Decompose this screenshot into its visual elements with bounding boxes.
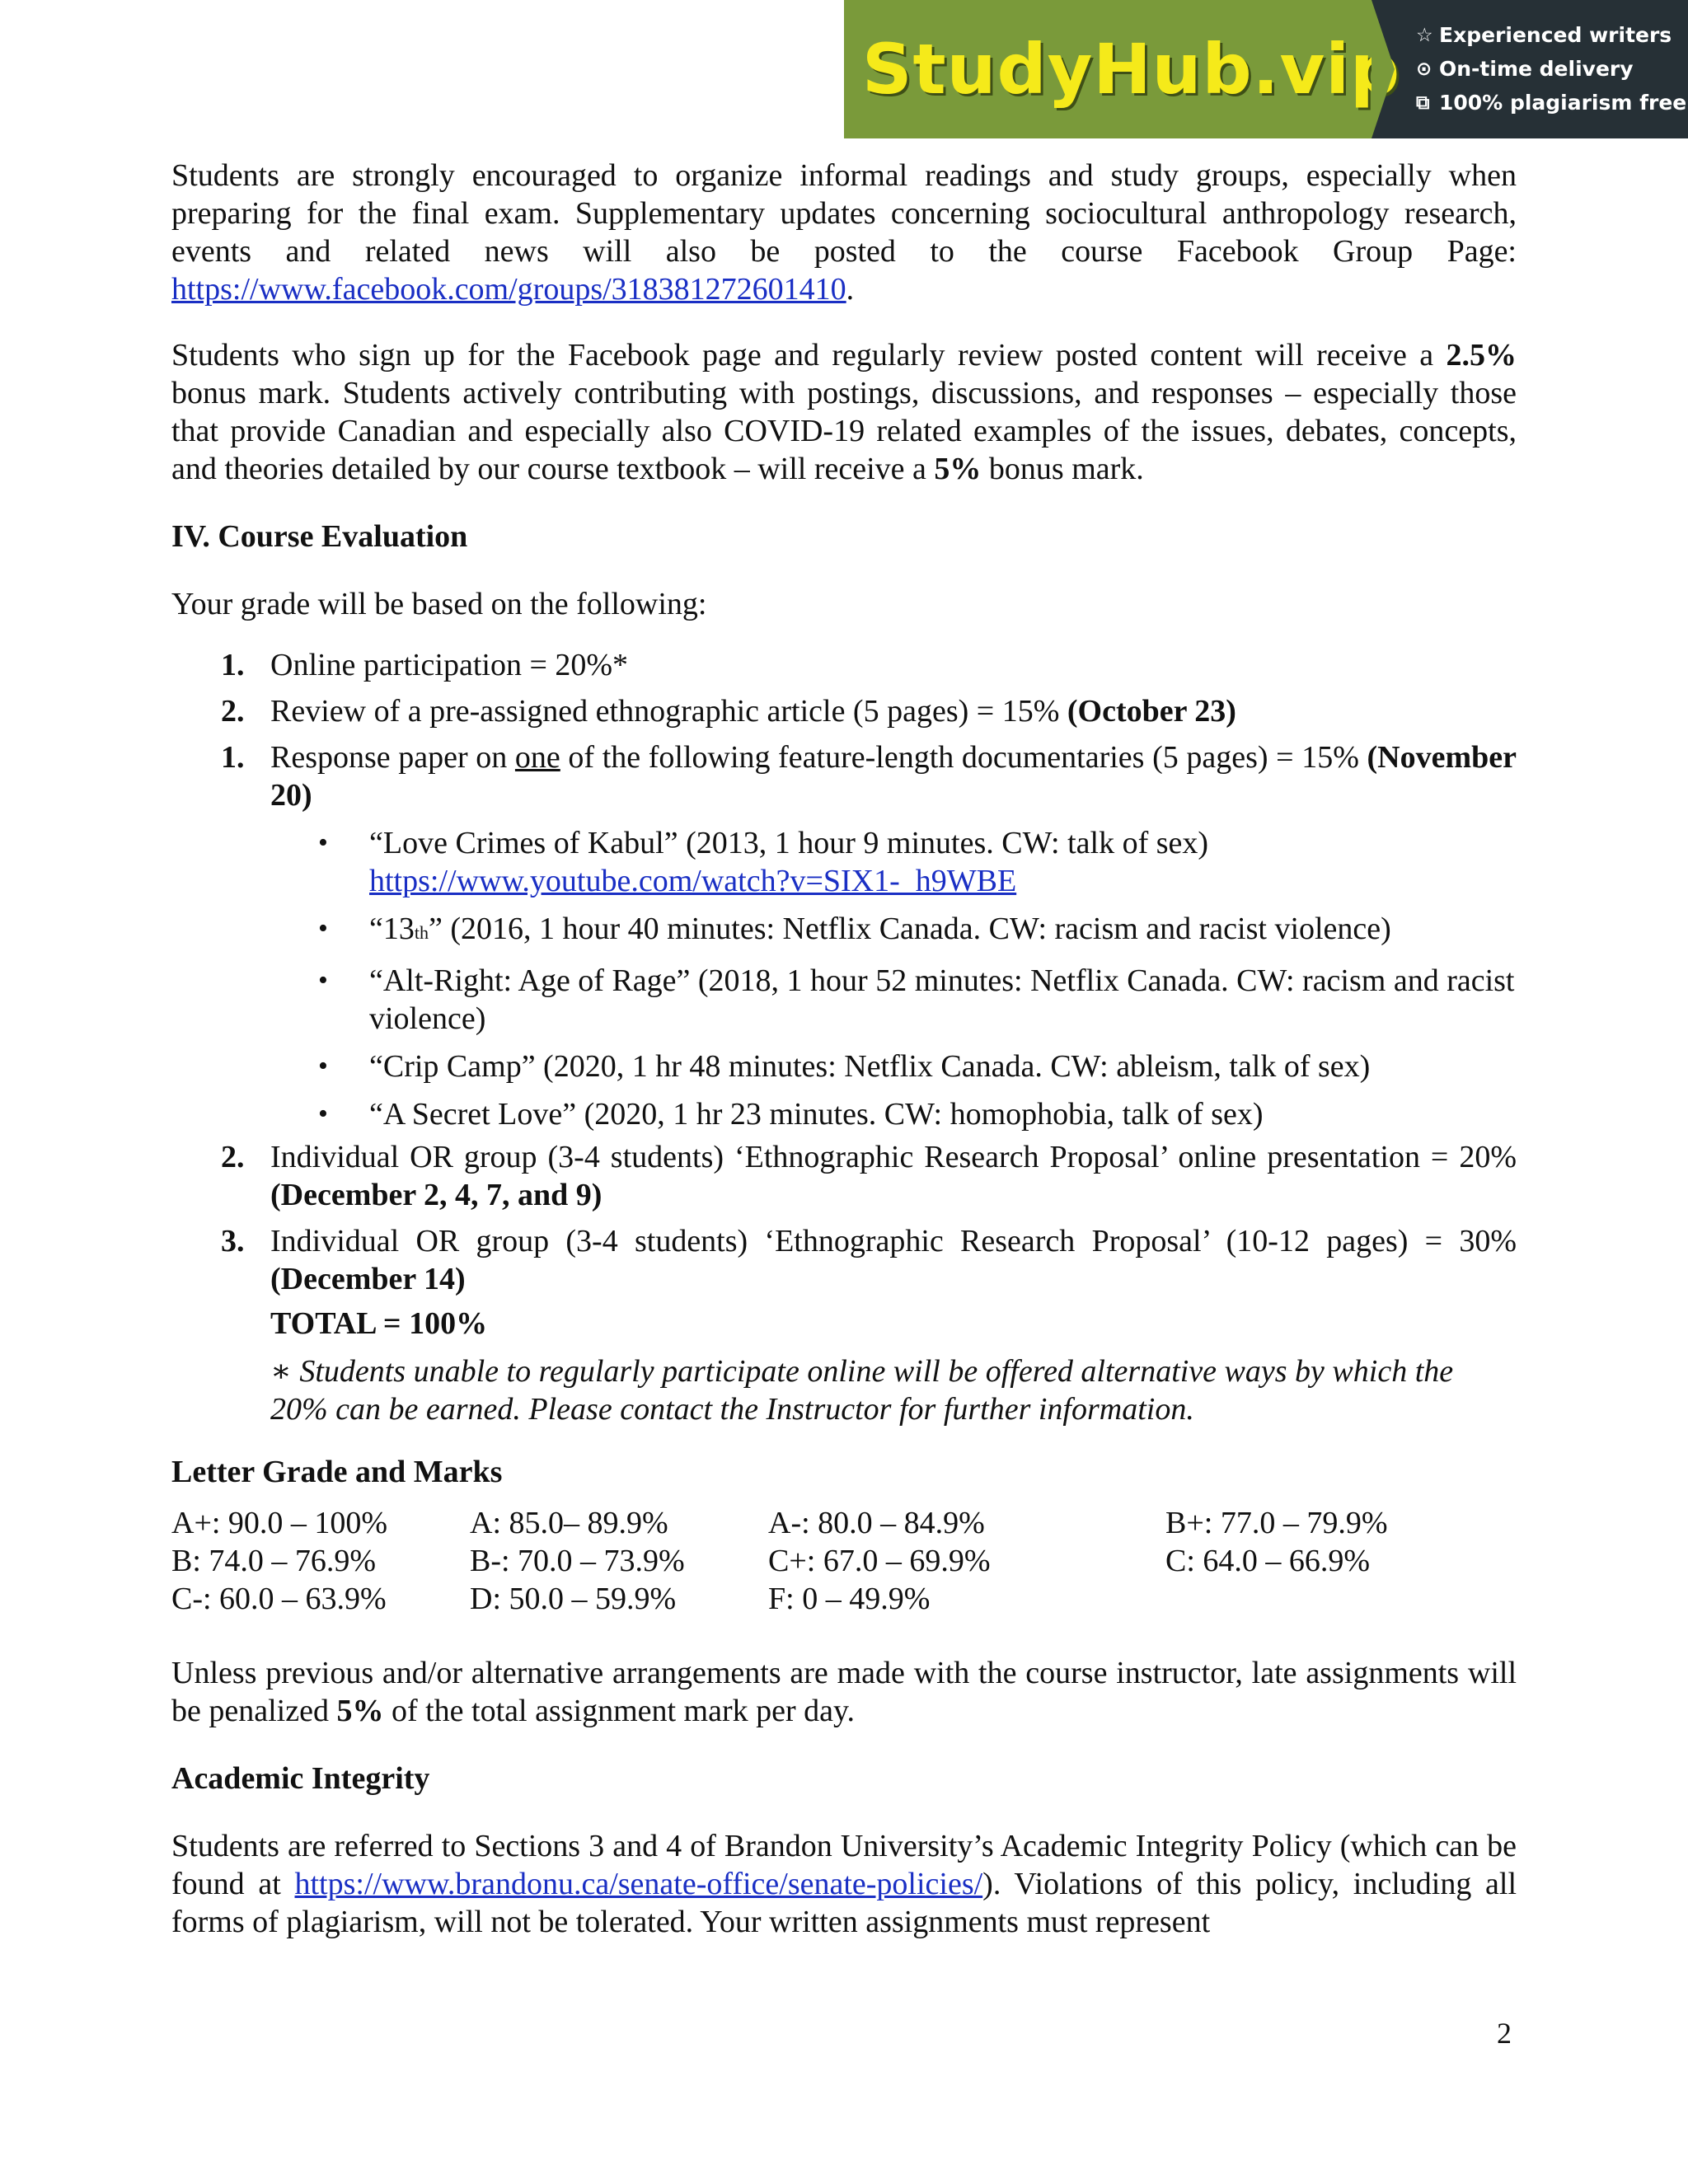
- integrity-paragraph: [171, 1827, 1517, 1941]
- section-heading-integrity: Academic Integrity: [171, 1761, 430, 1796]
- feature-label: Experienced writers: [1439, 23, 1672, 47]
- evaluation-list: [171, 646, 1517, 1298]
- documentary-item: [171, 1095, 1517, 1133]
- grade-cell: A+: 90.0 – 100%: [171, 1506, 388, 1540]
- item-text: Online participation = 20%*: [270, 648, 629, 682]
- evaluation-lead: Your grade will be based on the following:: [171, 587, 707, 621]
- grade-cell: C: 64.0 – 66.9%: [1165, 1544, 1371, 1578]
- item-text: of the following feature-length documentaries (5 pages) = 15%: [560, 740, 1367, 775]
- feature-item: [1416, 18, 1688, 52]
- documentary-text: “Alt-Right: Age of Rage” (2018, 1 hour 52 minutes: Netflix Canada. CW: racism and racist violence): [369, 963, 1515, 1036]
- grade-cell: F: 0 – 49.9%: [768, 1582, 931, 1616]
- clock-icon: ⊙: [1416, 58, 1432, 80]
- intro-paragraph-1: [171, 157, 1517, 308]
- bullet-icon: •: [318, 1099, 328, 1129]
- list-item: [171, 646, 1517, 684]
- item-number: 2.: [221, 694, 245, 729]
- grade-cell: B: 74.0 – 76.9%: [171, 1544, 377, 1578]
- late-text: Unless previous and/or alternative arrangements are made with the course instructor, late assignments will be penalized: [171, 1656, 1517, 1728]
- documentary-item: [171, 962, 1517, 1038]
- bullet-icon: •: [318, 827, 328, 858]
- grade-cell: A: 85.0– 89.9%: [470, 1506, 668, 1540]
- list-item: [171, 738, 1517, 814]
- senate-policies-link[interactable]: https://www.brandonu.ca/senate-office/senate-policies/: [294, 1867, 983, 1901]
- documentary-list: [171, 824, 1517, 1133]
- grade-cell: C+: 67.0 – 69.9%: [768, 1544, 991, 1578]
- penalty-value: 5%: [336, 1694, 384, 1728]
- asterisk: ∗: [270, 1354, 292, 1389]
- punctuation: .: [846, 272, 855, 307]
- documentary-item: [171, 1047, 1517, 1085]
- grade-cell: D: 50.0 – 59.9%: [470, 1582, 677, 1616]
- bullet-icon: •: [318, 913, 328, 944]
- bonus-value: 5%: [934, 452, 982, 486]
- section-heading-grades: Letter Grade and Marks: [171, 1455, 503, 1489]
- item-number: 1.: [221, 648, 245, 682]
- documentary-item: [171, 910, 1517, 952]
- due-date: (December 14): [270, 1262, 466, 1296]
- document-page: [171, 157, 1517, 1941]
- integrity-text: ). Violations of this policy, including all forms of plagiarism, will not be tolerated. Your written assignments must represent: [171, 1867, 1517, 1939]
- feature-label: On-time delivery: [1439, 57, 1634, 81]
- feature-item: [1416, 52, 1688, 86]
- bullet-icon: •: [318, 1051, 328, 1081]
- page-number: 2: [1497, 2017, 1512, 2050]
- documentary-text: ” (2016, 1 hour 40 minutes: Netflix Canada. CW: racism and racist violence): [429, 912, 1391, 946]
- facebook-group-link[interactable]: https://www.facebook.com/groups/318381272601410: [171, 272, 846, 307]
- grade-table: [171, 1504, 1517, 1618]
- bullet-icon: •: [318, 965, 328, 996]
- list-item: [171, 692, 1517, 730]
- list-item: [171, 1138, 1517, 1214]
- item-text: Individual OR group (3-4 students) ‘Ethnographic Research Proposal’ online presentation = 20%: [270, 1140, 1517, 1174]
- item-number: 3.: [221, 1224, 245, 1258]
- grade-cell: A-: 80.0 – 84.9%: [768, 1506, 985, 1540]
- documentary-text: “Crip Camp” (2020, 1 hr 48 minutes: Netflix Canada. CW: ableism, talk of sex): [369, 1049, 1371, 1084]
- intro-text: Students are strongly encouraged to organize informal readings and study groups, especially when preparing for the final exam. Supplementary updates concerning sociocultural anthropology research, events and related news will also be posted to the course Facebook Group Page:: [171, 158, 1517, 269]
- documentary-text: “13: [369, 912, 415, 946]
- bonus-text: bonus mark. Students actively contributing with postings, discussions, and responses – especially those that provide Canadian and especially also COVID-19 related examples of the issues, debates, concepts, and theories detailed by our course textbook – will receive a: [171, 376, 1517, 486]
- grade-cell: C-: 60.0 – 63.9%: [171, 1582, 387, 1616]
- brand-name: StudyHub.vip: [862, 29, 1401, 110]
- late-policy-paragraph: [171, 1654, 1517, 1730]
- due-date: (December 2, 4, 7, and 9): [270, 1178, 603, 1212]
- item-text: Response paper on: [270, 740, 515, 775]
- intro-paragraph-2: [171, 336, 1517, 488]
- item-text: Review of a pre-assigned ethnographic article (5 pages) = 15%: [270, 694, 1067, 729]
- item-text: Individual OR group (3-4 students) ‘Ethnographic Research Proposal’ (10-12 pages) = 30%: [270, 1224, 1517, 1258]
- brand-logo: [844, 0, 1401, 138]
- late-text: of the total assignment mark per day.: [383, 1694, 856, 1728]
- note-text: Students unable to regularly participate online will be offered alternative ways by which the 20% can be earned. Please contact the Instructor for further information.: [270, 1354, 1454, 1427]
- grade-cell: [1165, 1580, 1512, 1618]
- feature-item: [1416, 86, 1688, 120]
- star-icon: ☆: [1416, 24, 1433, 46]
- ordinal-suffix: th: [414, 922, 429, 943]
- bonus-text: bonus mark.: [981, 452, 1144, 486]
- grade-cell: B-: 70.0 – 73.9%: [470, 1544, 685, 1578]
- emphasis: one: [514, 740, 560, 775]
- item-number: 2.: [221, 1140, 245, 1174]
- youtube-link[interactable]: https://www.youtube.com/watch?v=SIX1-_h9WBE: [369, 864, 1017, 898]
- list-item: [171, 1222, 1517, 1298]
- total-line: TOTAL = 100%: [270, 1306, 488, 1341]
- bonus-text: Students who sign up for the Facebook page and regularly review posted content will receive a: [171, 338, 1447, 373]
- participation-note: [171, 1352, 1517, 1428]
- item-number: 1.: [221, 740, 245, 775]
- due-date: (October 23): [1067, 694, 1236, 729]
- grade-cell: B+: 77.0 – 79.9%: [1165, 1506, 1388, 1540]
- documentary-text: “A Secret Love” (2020, 1 hr 23 minutes. CW: homophobia, talk of sex): [369, 1097, 1264, 1132]
- documentary-text: “Love Crimes of Kabul” (2013, 1 hour 9 minutes. CW: talk of sex): [369, 826, 1209, 860]
- feature-list: [1372, 0, 1688, 138]
- due-date: (November 20): [270, 740, 1517, 813]
- copy-icon: ⧉: [1416, 91, 1430, 114]
- documentary-item: [171, 824, 1517, 900]
- section-heading-evaluation: IV. Course Evaluation: [171, 519, 468, 554]
- integrity-text: Students are referred to Sections 3 and 4 of Brandon University’s Academic Integrity Policy (which can be found at: [171, 1829, 1517, 1901]
- promo-banner[interactable]: [844, 0, 1688, 138]
- feature-label: 100% plagiarism free: [1439, 91, 1687, 115]
- bonus-value: 2.5%: [1446, 338, 1517, 373]
